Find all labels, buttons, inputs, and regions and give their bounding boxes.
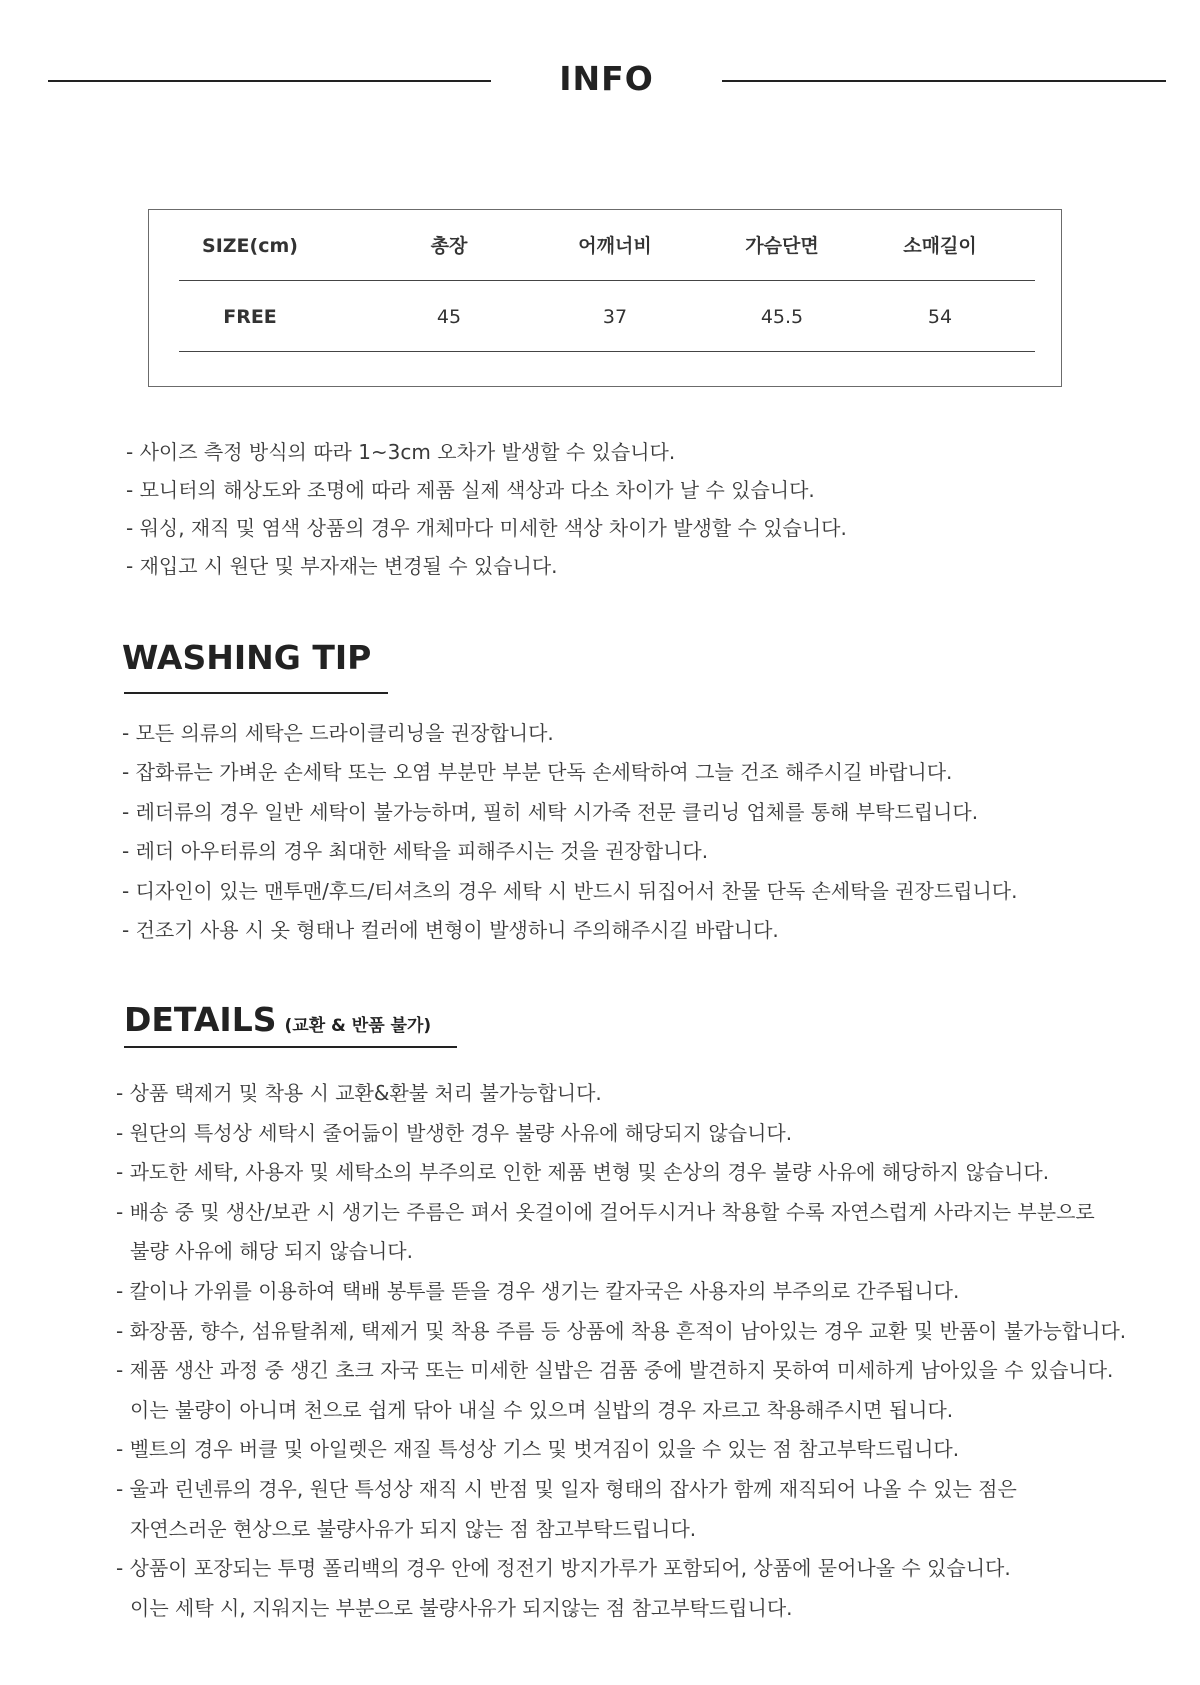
note-item: - 워싱, 재직 및 염색 상품의 경우 개체마다 미세한 색상 차이가 발생할 수 있습니다. bbox=[126, 516, 847, 540]
details-item: - 화장품, 향수, 섬유탈취제, 택제거 및 착용 주름 등 상품에 착용 흔적이 남아있는 경우 교환 및 반품이 불가능합니다. bbox=[116, 1318, 1127, 1343]
details-underline bbox=[124, 1046, 457, 1048]
washing-tip-item: - 건조기 사용 시 옷 형태나 컬러에 변형이 발생하니 주의해주시길 바랍니다. bbox=[122, 918, 779, 943]
details-item: - 제품 생산 과정 중 생긴 초크 자국 또는 미세한 실밥은 검품 중에 발견하지 못하여 미세하게 남아있을 수 있습니다. bbox=[116, 1358, 1114, 1383]
washing-tip-item: - 모든 의류의 세탁은 드라이클리닝을 권장합니다. bbox=[122, 721, 554, 745]
note-item: - 재입고 시 원단 및 부자재는 변경될 수 있습니다. bbox=[126, 554, 558, 578]
info-header bbox=[0, 55, 1200, 105]
details-item: - 배송 중 및 생산/보관 시 생기는 주름은 펴서 옷걸이에 걸어두시거나 착용할 수록 자연스럽게 사라지는 부분으로 bbox=[116, 1199, 1095, 1224]
size-table-row bbox=[179, 281, 1035, 352]
sleeve-value-cell: 54 bbox=[927, 306, 953, 328]
note-item: - 모니터의 해상도와 조명에 따라 제품 실제 색상과 다소 차이가 날 수 있습니다. bbox=[126, 478, 815, 502]
header-divider-left bbox=[48, 80, 491, 82]
size-table bbox=[179, 210, 1035, 352]
details-item: - 칼이나 가위를 이용하여 택배 봉투를 뜯을 경우 생기는 칼자국은 사용자의 부주의로 간주됩니다. bbox=[116, 1278, 960, 1303]
washing-tip-list bbox=[122, 714, 1017, 950]
details-item-continuation: 자연스러운 현상으로 불량사유가 되지 않는 점 참고부탁드립니다. bbox=[130, 1516, 697, 1541]
washing-tip-title: WASHING TIP bbox=[122, 638, 372, 677]
size-column-header: SIZE(cm) bbox=[202, 235, 298, 257]
info-title: INFO bbox=[559, 59, 654, 98]
details-item: - 벨트의 경우 버클 및 아일렛은 재질 특성상 기스 및 벗겨짐이 있을 수 있는 점 참고부탁드립니다. bbox=[116, 1437, 960, 1462]
details-item: - 과도한 세탁, 사용자 및 세탁소의 부주의로 인한 제품 변형 및 손상의 경우 불량 사유에 해당하지 않습니다. bbox=[116, 1160, 1050, 1185]
note-item: - 사이즈 측정 방식의 따라 1~3cm 오차가 발생할 수 있습니다. bbox=[126, 440, 676, 464]
shoulder-column-header: 어깨너비 bbox=[578, 235, 652, 257]
chest-value-cell: 45.5 bbox=[760, 306, 804, 328]
details-subtitle: (교환 & 반품 불가) bbox=[284, 1016, 432, 1036]
length-value-cell: 45 bbox=[436, 306, 462, 328]
details-item: - 원단의 특성상 세탁시 줄어듦이 발생한 경우 불량 사유에 해당되지 않습니다. bbox=[116, 1120, 793, 1145]
details-item-continuation: 이는 불량이 아니며 천으로 쉽게 닦아 내실 수 있으며 실밥의 경우 자르고 착용해주시면 됩니다. bbox=[130, 1397, 954, 1422]
details-item-continuation: 이는 세탁 시, 지워지는 부분으로 불량사유가 되지않는 점 참고부탁드립니다. bbox=[130, 1595, 793, 1620]
length-column-header: 총장 bbox=[430, 235, 468, 257]
size-notes bbox=[126, 433, 847, 585]
details-list bbox=[116, 1074, 1126, 1628]
details-item: - 상품이 포장되는 투명 폴리백의 경우 안에 정전기 방지가루가 포함되어, 상품에 묻어나올 수 있습니다. bbox=[116, 1556, 1011, 1581]
details-item: - 울과 린넨류의 경우, 원단 특성상 재직 시 반점 및 일자 형태의 잡사가 함께 재직되어 나올 수 있는 점은 bbox=[116, 1476, 1017, 1501]
header-divider-right bbox=[722, 80, 1166, 82]
details-item: - 상품 택제거 및 착용 시 교환&환불 처리 불가능합니다. bbox=[116, 1081, 602, 1105]
sleeve-column-header: 소매길이 bbox=[903, 235, 977, 257]
details-item-continuation: 불량 사유에 해당 되지 않습니다. bbox=[130, 1239, 413, 1264]
chest-column-header: 가슴단면 bbox=[745, 235, 819, 257]
washing-tip-item: - 레더류의 경우 일반 세탁이 불가능하며, 필히 세탁 시가죽 전문 클리닝 업체를 통해 부탁드립니다. bbox=[122, 799, 979, 824]
washing-tip-item: - 레더 아우터류의 경우 최대한 세탁을 피해주시는 것을 권장합니다. bbox=[122, 839, 709, 864]
shoulder-value-cell: 37 bbox=[602, 306, 628, 328]
size-label-cell: FREE bbox=[223, 306, 277, 328]
washing-tip-item: - 디자인이 있는 맨투맨/후드/티셔츠의 경우 세탁 시 반드시 뒤집어서 찬물 단독 손세탁을 권장드립니다. bbox=[122, 878, 1018, 903]
washing-tip-underline bbox=[124, 692, 388, 694]
size-table-box bbox=[148, 209, 1062, 387]
size-table-header-row bbox=[179, 210, 1035, 281]
washing-tip-item: - 잡화류는 가벼운 손세탁 또는 오염 부분만 부분 단독 손세탁하여 그늘 건조 해주시길 바랍니다. bbox=[122, 760, 953, 785]
details-title-text: DETAILS bbox=[124, 1000, 277, 1039]
details-title bbox=[124, 1000, 431, 1039]
